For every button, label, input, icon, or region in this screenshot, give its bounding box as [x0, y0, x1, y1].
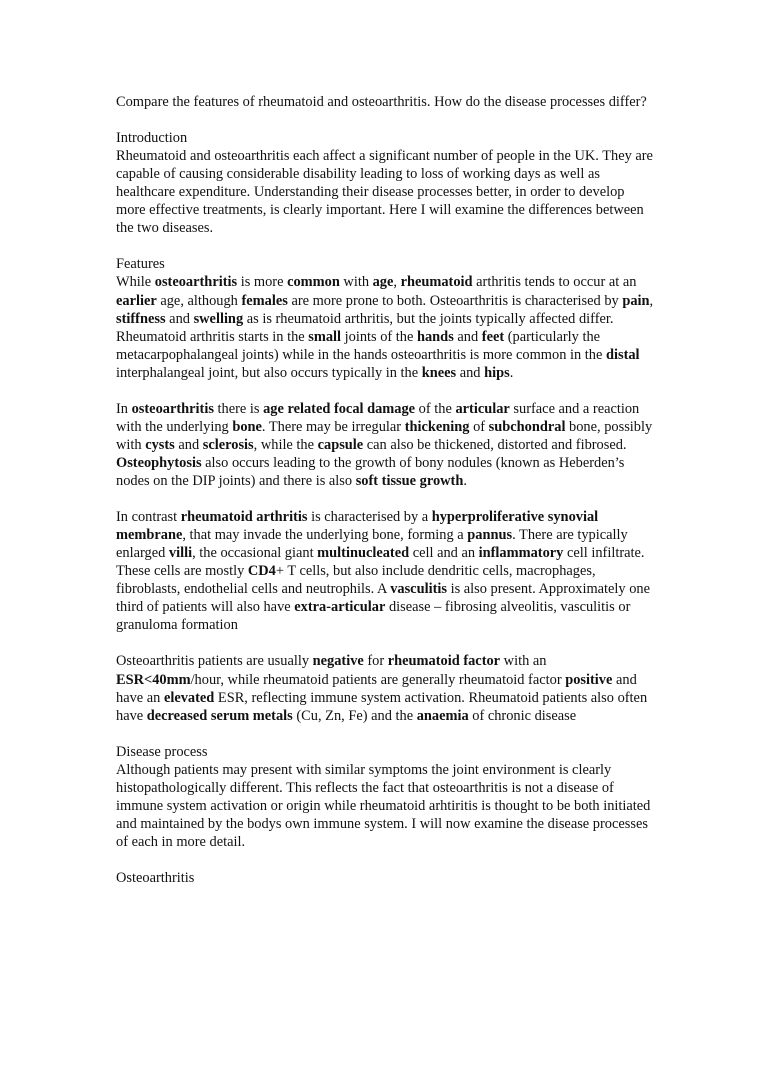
text-run: and have an — [116, 671, 637, 706]
text-run: In — [116, 400, 132, 417]
text-run: + T cells, but also include dendritic cells, macrophages, fibroblasts, endothelial cells and neutrophils. A — [116, 563, 596, 598]
text-run: of the — [415, 400, 456, 417]
text-run: for — [363, 653, 388, 670]
text-run: . — [509, 364, 514, 381]
text-run: , the occasional giant — [192, 545, 318, 562]
bold-term: knees — [421, 364, 457, 381]
bold-term: anaemia — [416, 707, 469, 724]
bold-term: rheumatoid arthritis — [180, 509, 308, 526]
text-run: with — [339, 274, 373, 291]
text-run: are more prone to both. Osteoarthritis is characterised by — [287, 292, 623, 309]
bold-term: CD4 — [247, 563, 276, 580]
bold-term: elevated — [163, 689, 215, 706]
bold-term: articular — [455, 400, 510, 417]
bold-term: hands — [416, 328, 454, 345]
bold-term: common — [287, 274, 340, 291]
text-run: Rheumatoid and osteoarthritis each affect a significant number of people in the UK. They are capable of causing considerable disability leading to loss of working days as well as healthcare expenditure. Understanding their disease processes better, in order to develop more effective treatments, is clearly important. Here I will examine the differences between the two diseases. — [116, 148, 653, 237]
bold-term: hips — [484, 364, 510, 381]
text-run: bone, possibly with — [116, 418, 653, 453]
bold-term: earlier — [116, 292, 157, 309]
text-run: While — [116, 274, 155, 291]
text-run: is more — [237, 274, 288, 291]
bold-term: Osteophytosis — [116, 454, 202, 471]
body-paragraph — [116, 508, 656, 634]
text-run: is also present. Approximately one third of patients will also have — [116, 581, 650, 616]
bold-term: rheumatoid — [400, 274, 473, 291]
bold-term: cysts — [145, 436, 175, 453]
text-run: interphalangeal joint, but also occurs typically in the — [116, 364, 422, 381]
bold-term: age — [372, 274, 394, 291]
bold-term: negative — [312, 653, 364, 670]
bold-term: feet — [481, 328, 505, 345]
text-run: is characterised by a — [307, 509, 432, 526]
bold-term: thickening — [404, 418, 470, 435]
text-run: also occurs leading to the growth of bony nodules (known as Heberden’s nodes on the DIP joints) and there is also — [116, 454, 625, 489]
bold-term: decreased serum metals — [146, 707, 293, 724]
text-run: of — [469, 418, 489, 435]
text-run: of chronic disease — [468, 707, 577, 724]
essay-question: Compare the features of rheumatoid and osteoarthritis. How do the disease processes differ? — [116, 94, 647, 110]
bold-term: pannus — [467, 527, 513, 544]
text-run: age, although — [156, 292, 242, 309]
text-run: surface and a reaction with the underlying — [116, 400, 640, 435]
bold-term: distal — [605, 346, 640, 363]
text-run: (particularly the metacarpophalangeal joints) while in the hands osteoarthritis is more common in the — [116, 328, 606, 363]
bold-term: stiffness — [116, 310, 166, 327]
text-run: , — [649, 292, 654, 309]
text-run: as is rheumatoid arthritis, but the joints typically affected differ. Rheumatoid arthritis starts in the — [116, 310, 614, 345]
document-sections — [116, 129, 656, 887]
bold-term: rheumatoid factor — [387, 653, 501, 670]
bold-term: age related focal damage — [263, 400, 416, 417]
bold-term: capsule — [317, 436, 364, 453]
text-run: with an — [500, 653, 547, 670]
text-run: Osteoarthritis patients are usually — [116, 653, 313, 670]
section-heading: Introduction — [116, 130, 188, 147]
text-run: Although patients may present with similar symptoms the joint environment is clearly histopathologically different. This reflects the fact that osteoarthritis is not a disease of immune system activation or origin while rheumatoid arhtiritis is thought to be both initiated and maintained by the bodys own immune system. I will now examine the disease processes of each in more detail. — [116, 761, 651, 850]
bold-term: osteoarthritis — [154, 274, 238, 291]
document-page — [116, 93, 656, 887]
body-paragraph — [116, 761, 656, 851]
section-heading: Features — [116, 256, 165, 273]
body-paragraph — [116, 400, 656, 490]
bold-term: swelling — [193, 310, 244, 327]
body-paragraph — [116, 652, 656, 724]
body-paragraph — [116, 147, 656, 237]
bold-term: extra-articular — [294, 599, 386, 616]
text-run: . — [463, 472, 467, 489]
text-run: /hour, while rheumatoid patients are generally rheumatoid factor — [190, 671, 566, 688]
text-run: ESR, reflecting immune system activation. Rheumatoid patients also often have — [116, 689, 648, 724]
bold-term: soft tissue growth — [355, 472, 464, 489]
text-run: , while the — [253, 436, 318, 453]
text-run: arthritis tends to occur at an — [472, 274, 637, 291]
text-run: . There may be irregular — [261, 418, 405, 435]
bold-term: osteoarthritis — [131, 400, 214, 417]
text-run: and — [165, 310, 194, 327]
text-run: and — [456, 364, 485, 381]
text-run: . There are typically enlarged — [116, 527, 628, 562]
bold-term: females — [241, 292, 288, 309]
bold-term: positive — [565, 671, 613, 688]
body-paragraph — [116, 273, 656, 381]
text-run: can also be thickened, distorted and fibrosed. — [363, 436, 627, 453]
bold-term: pain — [622, 292, 650, 309]
text-run: joints of the — [341, 328, 417, 345]
text-run: cell infiltrate. These cells are mostly — [116, 545, 645, 580]
bold-term: multinucleated — [317, 545, 410, 562]
bold-term: small — [308, 328, 342, 345]
text-run: disease – fibrosing alveolitis, vasculitis or granuloma formation — [116, 599, 631, 634]
text-run: In contrast — [116, 509, 181, 526]
bold-term: inflammatory — [478, 545, 564, 562]
text-run: , that may invade the underlying bone, forming a — [182, 527, 468, 544]
bold-term: sclerosis — [202, 436, 254, 453]
text-run: and — [174, 436, 203, 453]
text-run: (Cu, Zn, Fe) and the — [292, 707, 417, 724]
bold-term: ESR<40mm — [116, 671, 191, 688]
text-run: and — [453, 328, 482, 345]
bold-term: subchondral — [488, 418, 566, 435]
section-heading: Disease process — [116, 743, 208, 760]
text-run: there is — [213, 400, 264, 417]
section-heading: Osteoarthritis — [116, 870, 195, 887]
bold-term: villi — [168, 545, 193, 562]
text-run: , — [393, 274, 401, 291]
bold-term: vasculitis — [390, 581, 447, 598]
text-run: cell and an — [409, 545, 479, 562]
bold-term: hyperproliferative synovial membrane — [116, 509, 599, 544]
bold-term: bone — [232, 418, 262, 435]
